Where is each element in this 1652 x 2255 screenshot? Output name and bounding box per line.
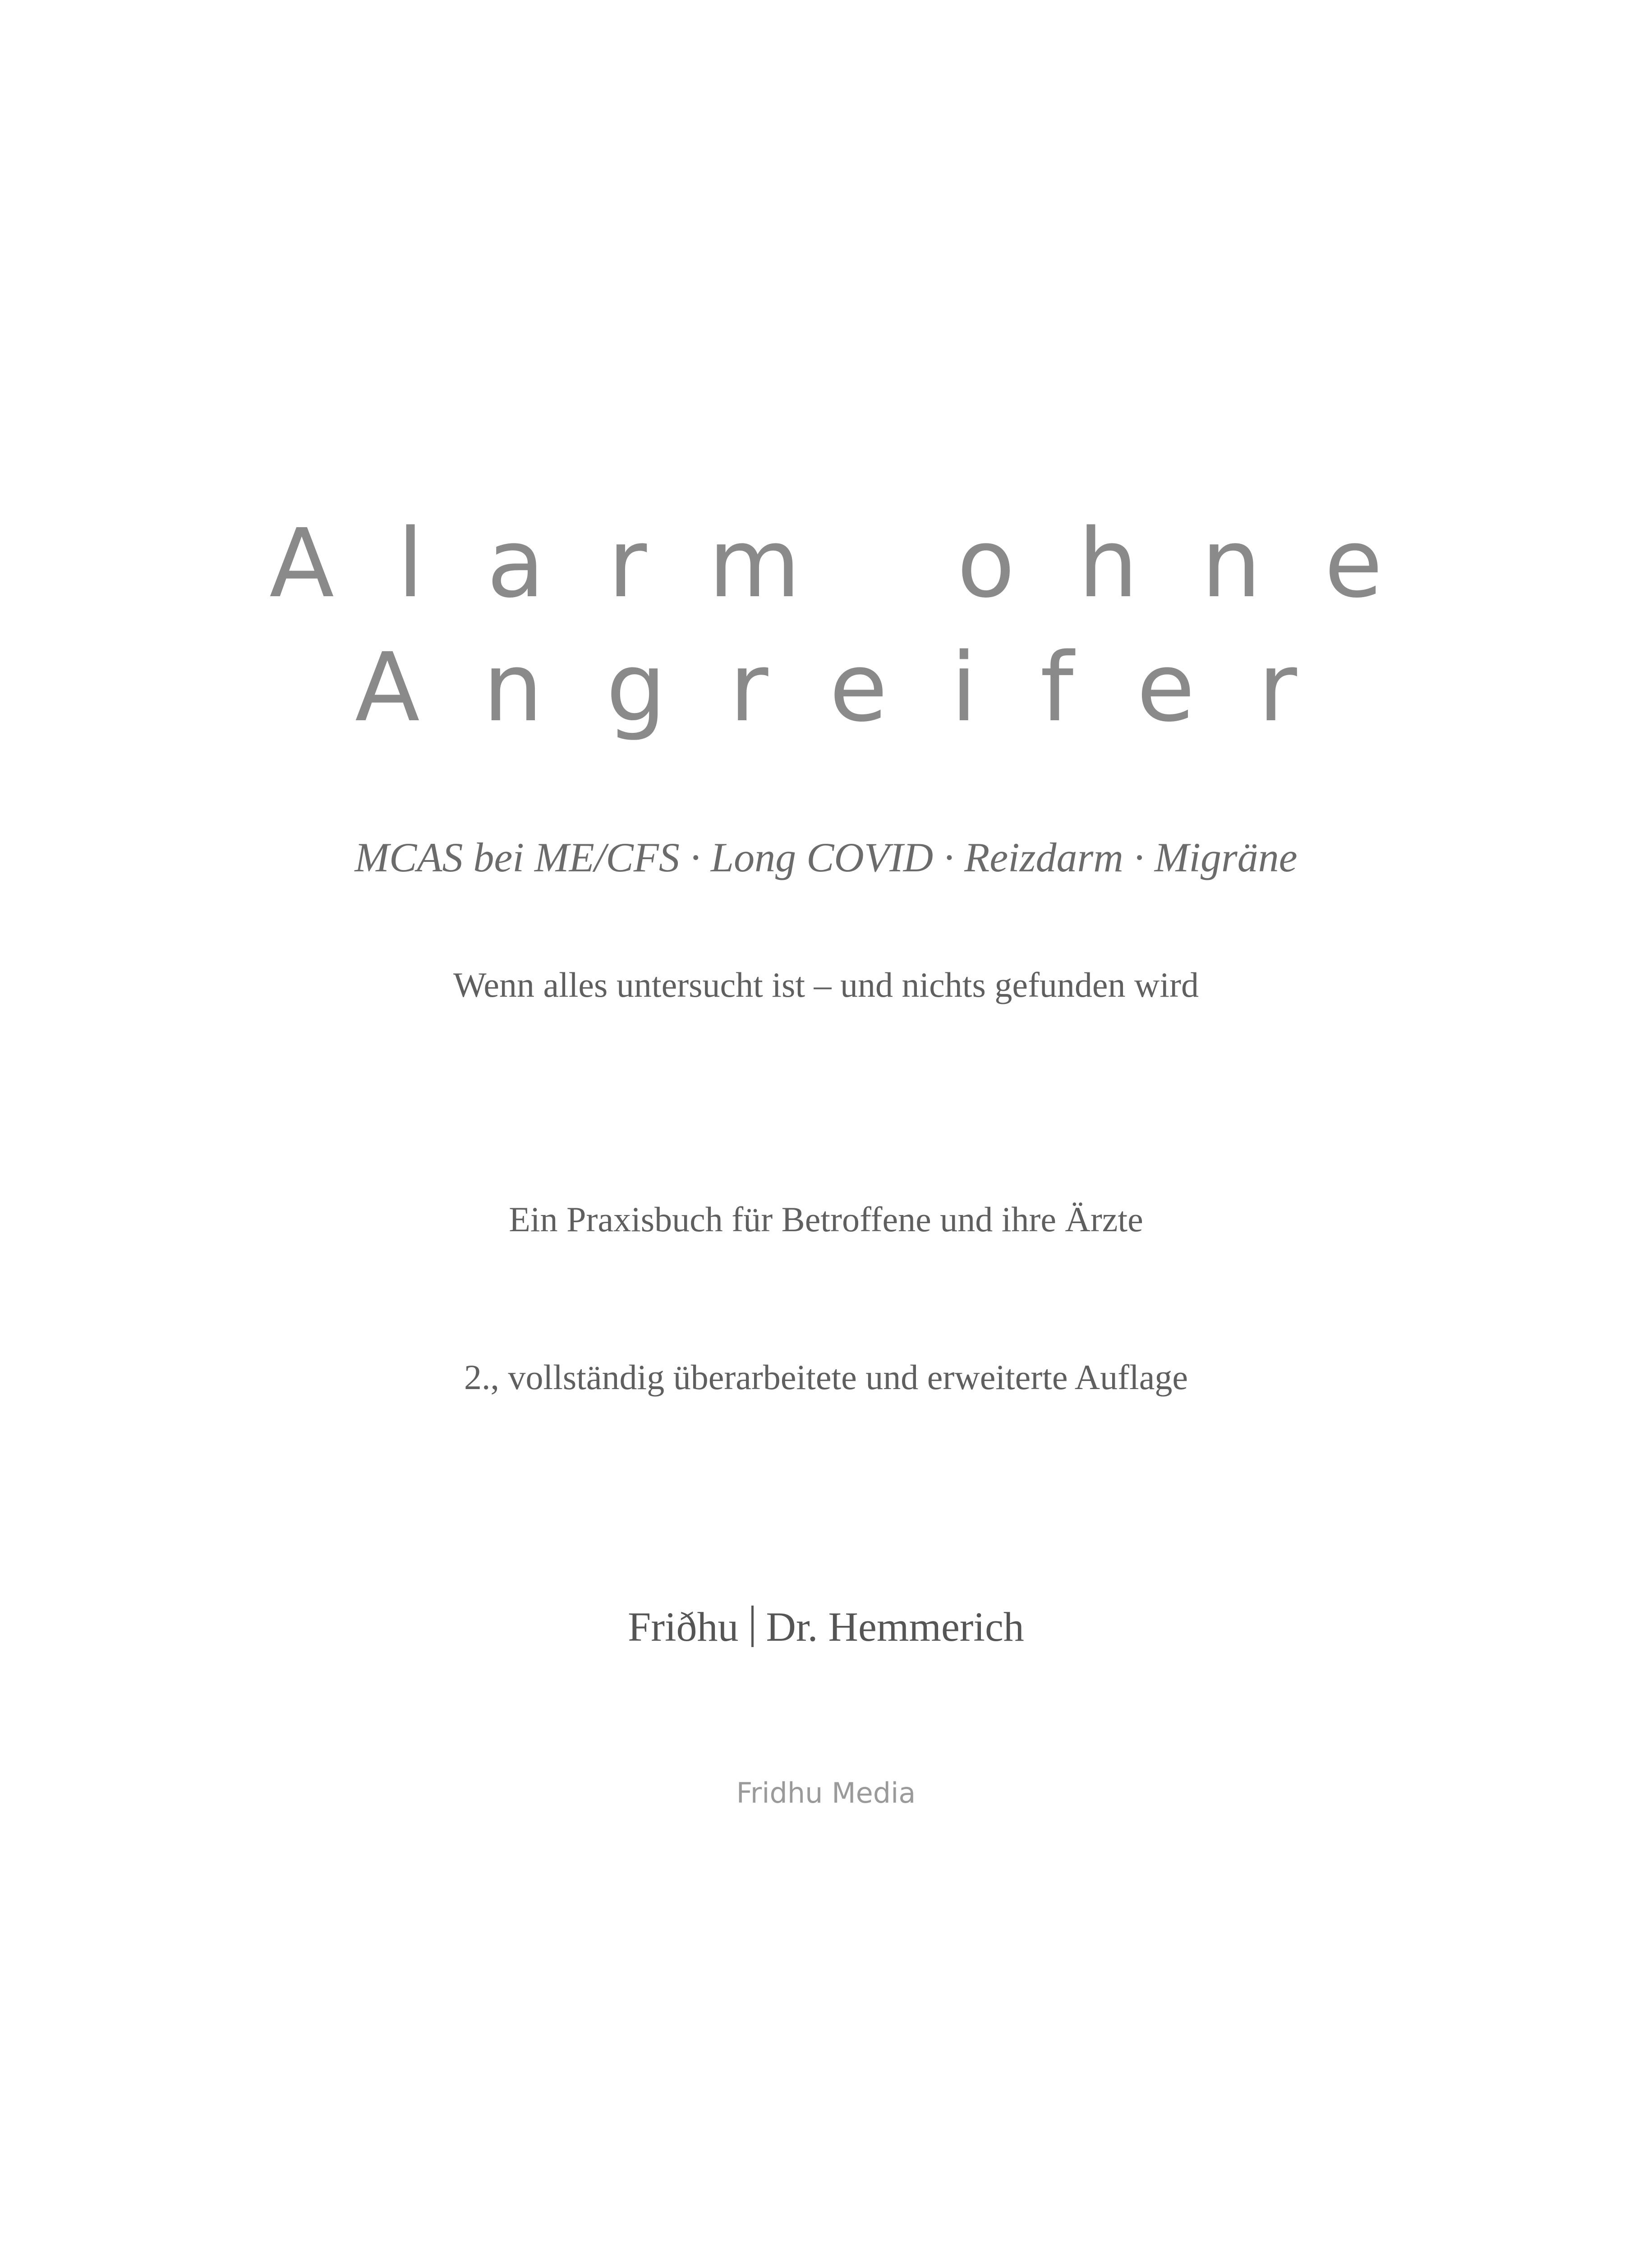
book-title-line-1: Alarm ohne bbox=[269, 508, 1446, 619]
edition-note: 2., vollständig überarbeitete und erweiterte Auflage bbox=[464, 1358, 1188, 1397]
author-second: Dr. Hemmerich bbox=[766, 1604, 1024, 1650]
author-line bbox=[0, 1606, 1652, 1648]
book-description: Ein Praxisbuch für Betroffene und ihre Ärzte bbox=[509, 1200, 1143, 1239]
author-first: Friðhu bbox=[628, 1604, 739, 1650]
publisher-name: Fridhu Media bbox=[736, 1776, 916, 1809]
author-separator bbox=[751, 1606, 754, 1647]
book-title-line-2: Angreifer bbox=[355, 632, 1360, 743]
book-subtitle: MCAS bei ME/CFS · Long COVID · Reizdarm · Migräne bbox=[354, 834, 1298, 880]
book-tagline: Wenn alles untersucht ist – und nichts gefunden wird bbox=[453, 965, 1199, 1004]
